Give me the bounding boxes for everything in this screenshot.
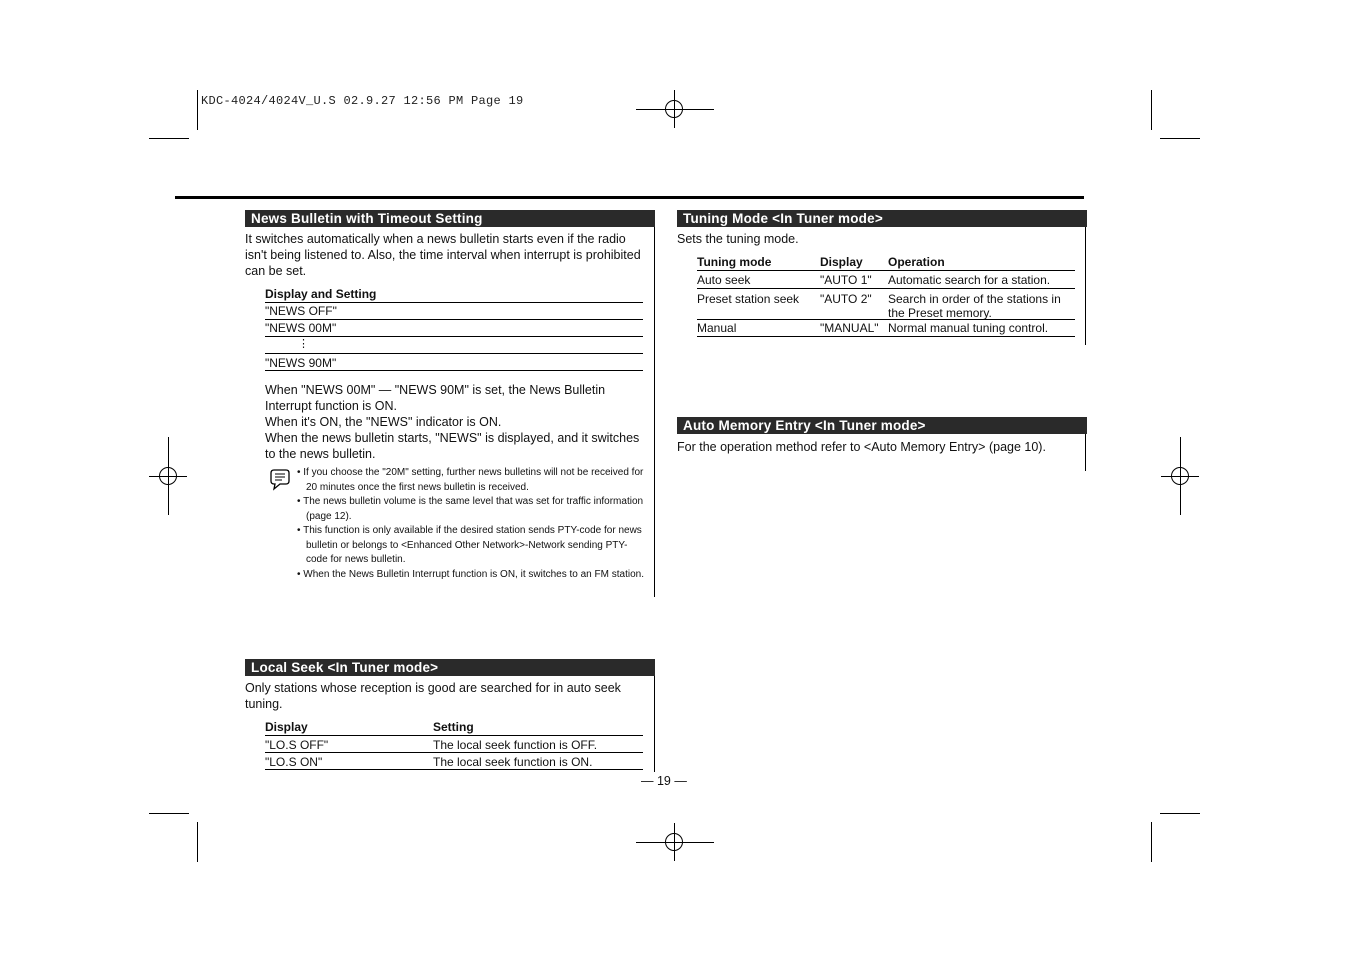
crop-mark xyxy=(197,822,198,862)
col-header-tuning-mode: Tuning mode xyxy=(697,255,772,269)
section-title-auto-memory: Auto Memory Entry <In Tuner mode> xyxy=(677,417,1087,434)
table-row xyxy=(697,289,1075,320)
cell-mode: Auto seek xyxy=(697,273,751,287)
note-item: • The news bulletin volume is the same level that was set for traffic information (page 12). xyxy=(297,496,644,522)
registration-mark-right xyxy=(1161,437,1199,515)
local-intro: Only stations whose reception is good are searched for in auto seek tuning. xyxy=(245,681,621,711)
local-seek-table xyxy=(265,719,643,770)
registration-mark-top xyxy=(636,90,714,128)
news-description xyxy=(265,382,645,462)
col-header-display: Display xyxy=(820,255,863,269)
news-para: When "NEWS 00M" — "NEWS 90M" is set, the News Bulletin Interrupt function is ON. xyxy=(265,383,606,413)
table-header xyxy=(697,254,1075,271)
cell-display: "LO.S OFF" xyxy=(265,738,329,752)
note-icon xyxy=(268,469,292,491)
auto-memory-text: For the operation method refer to <Auto Memory Entry> (page 10). xyxy=(677,440,1046,454)
table-header xyxy=(265,719,643,736)
news-intro: It switches automatically when a news bulletin starts even if the radio isn't being listened to. Also, the time interval when interrupt is prohibited can be set. xyxy=(245,232,641,278)
tuning-intro: Sets the tuning mode. xyxy=(677,232,799,246)
page-number: — 19 — xyxy=(641,774,687,788)
cell-mode: Manual xyxy=(697,321,737,335)
section-title-news: News Bulletin with Timeout Setting xyxy=(245,210,655,227)
crop-mark xyxy=(1160,138,1200,139)
table-row-ellipsis: ⋮ xyxy=(265,337,643,354)
crop-mark xyxy=(197,90,198,130)
cell-setting: The local seek function is ON. xyxy=(433,755,593,769)
table-row: "NEWS 90M" xyxy=(265,354,643,371)
cell-mode: Preset station seek xyxy=(697,292,800,306)
cell-operation: Search in order of the stations in the Preset memory. xyxy=(888,292,1061,320)
column-rule xyxy=(654,227,655,597)
column-rule xyxy=(1085,434,1086,471)
section-title-tuning-mode: Tuning Mode <In Tuner mode> xyxy=(677,210,1087,227)
registration-mark-left xyxy=(149,437,187,515)
table-row: "NEWS 00M" xyxy=(265,320,643,337)
cell-display: "LO.S ON" xyxy=(265,755,323,769)
col-header-operation: Operation xyxy=(888,255,945,269)
cell-display: "MANUAL" xyxy=(820,321,879,335)
column-rule xyxy=(1085,227,1086,345)
cell-setting: The local seek function is OFF. xyxy=(433,738,598,752)
cell-operation: Automatic search for a station. xyxy=(888,273,1051,287)
column-rule xyxy=(654,676,655,772)
table-row xyxy=(265,753,643,770)
crop-mark xyxy=(149,138,189,139)
table-row: "NEWS OFF" xyxy=(265,303,643,320)
cell-display: "AUTO 2" xyxy=(820,292,872,306)
crop-mark xyxy=(1160,813,1200,814)
crop-mark xyxy=(149,813,189,814)
crop-mark xyxy=(1151,90,1152,130)
top-rule xyxy=(175,196,1084,199)
col-header-setting: Setting xyxy=(433,720,474,734)
registration-mark-bottom xyxy=(636,823,714,861)
news-notes xyxy=(297,466,645,582)
tuning-mode-table xyxy=(697,254,1075,337)
news-para: When it's ON, the "NEWS" indicator is ON. xyxy=(265,415,502,429)
crop-mark xyxy=(1151,822,1152,862)
col-header-display: Display xyxy=(265,720,308,734)
print-header: KDC-4024/4024V_U.S 02.9.27 12:56 PM Page 19 xyxy=(201,94,524,108)
note-item: • When the News Bulletin Interrupt function is ON, it switches to an FM station. xyxy=(297,568,644,580)
table-row xyxy=(697,271,1075,289)
note-item: • If you choose the "20M" setting, further news bulletins will not be received for 20 minutes once the first news bulletin is received. xyxy=(297,467,644,493)
table-row xyxy=(265,736,643,753)
table-row xyxy=(697,320,1075,337)
cell-display: "AUTO 1" xyxy=(820,273,872,287)
cell-operation: Normal manual tuning control. xyxy=(888,321,1049,335)
news-display-table xyxy=(265,286,643,371)
table-header: Display and Setting xyxy=(265,286,643,303)
news-para: When the news bulletin starts, "NEWS" is displayed, and it switches to the news bulletin. xyxy=(265,431,640,461)
section-title-local-seek: Local Seek <In Tuner mode> xyxy=(245,659,655,676)
note-item: • This function is only available if the desired station sends PTY-code for news bulletin or belongs to <Enhanced Other Network>-Network sending PTY-code for news bulletin. xyxy=(297,525,642,565)
